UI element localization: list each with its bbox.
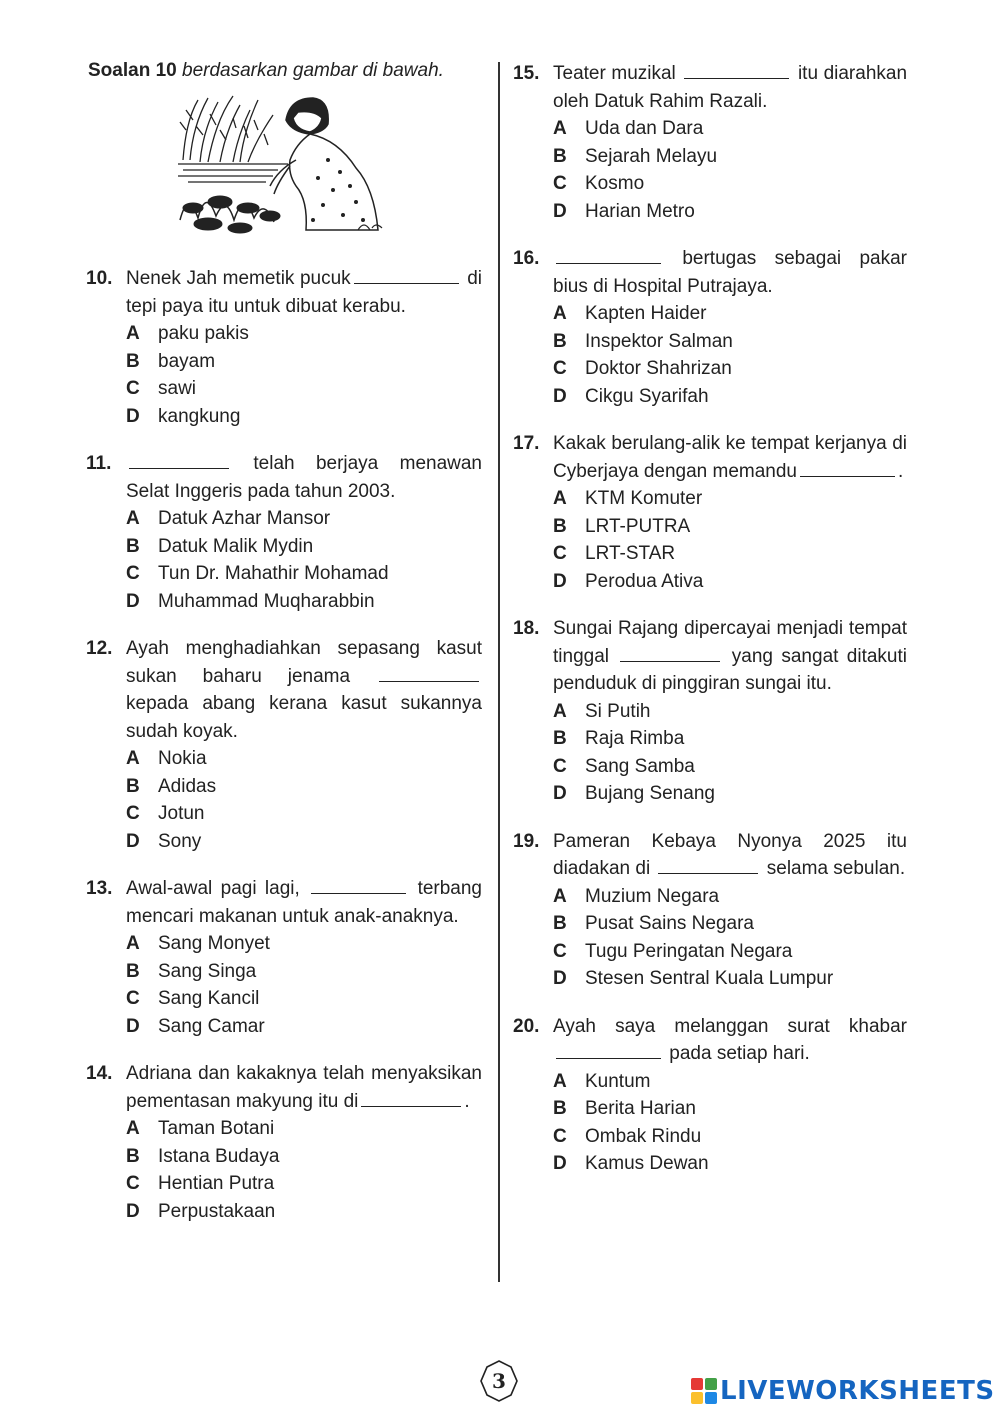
option-letter: D [553, 385, 567, 407]
option-text: Si Putih [585, 700, 651, 722]
answer-blank[interactable] [620, 644, 720, 662]
option-c[interactable] [126, 800, 482, 828]
option-letter: C [126, 988, 140, 1009]
option-text: Datuk Azhar Mansor [158, 508, 331, 529]
option-text: sawi [158, 378, 197, 399]
option-letter: D [126, 830, 140, 852]
option-letter: B [126, 350, 140, 372]
stem-text-after: pada setiap hari. [669, 1043, 810, 1064]
stem-text: Sungai Rajang dipercayai menjadi tempat tinggal [553, 618, 907, 667]
option-c[interactable] [126, 560, 482, 588]
stem-text-after: . [464, 1090, 470, 1112]
option-letter: A [553, 118, 567, 139]
option-letter: C [126, 803, 140, 824]
option-a[interactable] [126, 1115, 482, 1143]
question-number: 18. [513, 618, 540, 639]
option-c[interactable] [553, 753, 907, 781]
question-stem [553, 615, 907, 698]
option-d[interactable] [126, 828, 482, 856]
option-text: Pusat Sains Negara [585, 913, 754, 934]
option-letter: D [553, 968, 567, 989]
option-letter: C [553, 358, 567, 379]
option-a[interactable] [553, 883, 907, 911]
option-a[interactable] [126, 320, 482, 348]
option-letter: A [126, 748, 140, 769]
option-text: bayam [158, 350, 216, 372]
option-letter: B [553, 1098, 567, 1119]
option-letter: A [126, 933, 140, 954]
option-b[interactable] [553, 1095, 907, 1123]
option-d[interactable] [553, 965, 907, 993]
question-10 [86, 265, 482, 430]
option-d[interactable] [553, 1150, 907, 1178]
option-text: paku pakis [158, 323, 249, 344]
option-letter: C [553, 543, 567, 564]
question-stem [126, 875, 482, 930]
question-stem [553, 245, 907, 300]
stem-text: Nenek Jah memetik pucuk [126, 268, 351, 289]
stem-text-after: telah berjaya menawan Selat Inggeris pada tahun 2003. [126, 453, 482, 502]
answer-blank[interactable] [658, 856, 758, 874]
question-20 [513, 1013, 907, 1178]
option-text: Nokia [158, 748, 207, 769]
option-letter: A [126, 1118, 140, 1139]
question-number: 11. [86, 453, 112, 474]
option-a[interactable] [126, 930, 482, 958]
stem-text-after: yang sangat ditakuti penduduk di pinggiran sungai itu. [553, 645, 907, 694]
intro-label: Soalan 10 [88, 60, 177, 81]
option-text: Datuk Malik Mydin [158, 535, 314, 557]
option-d[interactable] [553, 383, 907, 411]
option-c[interactable] [126, 1170, 482, 1198]
option-text: Adidas [158, 775, 217, 797]
option-text: Kuntum [585, 1070, 651, 1092]
question-16 [513, 245, 907, 410]
stem-text: Pameran Kebaya Nyonya 2025 itu diadakan di [553, 830, 907, 879]
option-text: Sony [158, 830, 202, 852]
option-letter: B [553, 913, 567, 934]
option-text: Uda dan Dara [585, 118, 704, 139]
option-letter: D [126, 590, 140, 612]
option-c[interactable] [553, 170, 907, 198]
stem-text: Awal-awal pagi lagi, [126, 878, 300, 899]
option-letter: A [553, 1070, 567, 1092]
option-c[interactable] [126, 985, 482, 1013]
option-letter: B [126, 960, 140, 982]
option-text: KTM Komuter [585, 488, 703, 509]
option-text: Ombak Rindu [585, 1125, 702, 1147]
intro-text: berdasarkan gambar di bawah. [182, 60, 444, 81]
option-a[interactable] [126, 505, 482, 533]
question-14 [86, 1060, 482, 1225]
question-12 [86, 635, 482, 855]
left-column [86, 60, 482, 1245]
option-b[interactable] [553, 910, 907, 938]
stem-text-after: di tepi paya itu untuk dibuat kerabu. [126, 268, 482, 317]
option-text: Bujang Senang [585, 783, 715, 804]
stem-text-after: terbang mencari makanan untuk anak-anaknya. [126, 878, 483, 927]
option-text: kangkung [158, 405, 241, 427]
question-number: 10. [86, 268, 113, 289]
option-text: Stesen Sentral Kuala Lumpur [585, 968, 834, 989]
option-d[interactable] [553, 780, 907, 808]
figure-intro [88, 60, 482, 82]
option-d[interactable] [126, 1198, 482, 1226]
option-letter: D [126, 1200, 140, 1222]
option-letter: A [126, 508, 140, 529]
option-text: Cikgu Syarifah [585, 385, 709, 407]
option-b[interactable] [553, 328, 907, 356]
question-stem [126, 1060, 482, 1115]
option-a[interactable] [553, 698, 907, 726]
option-letter: A [553, 885, 567, 907]
stem-text-after: . [898, 460, 904, 482]
option-a[interactable] [553, 485, 907, 513]
question-stem [553, 430, 907, 485]
option-text: Sang Singa [158, 960, 257, 982]
option-b[interactable] [126, 1143, 482, 1171]
question-stem [126, 450, 482, 505]
option-c[interactable] [126, 375, 482, 403]
option-text: Tugu Peringatan Negara [585, 940, 793, 962]
option-letter: C [553, 1125, 567, 1147]
stem-text: Ayah menghadiahkan sepasang kasut sukan baharu jenama [126, 638, 482, 687]
question-stem [553, 828, 907, 883]
option-a[interactable] [553, 1068, 907, 1096]
option-text: Sang Kancil [158, 988, 260, 1009]
option-d[interactable] [126, 1013, 482, 1041]
option-letter: D [553, 783, 567, 804]
answer-blank[interactable] [311, 876, 406, 894]
right-column [513, 60, 907, 1198]
option-a[interactable] [126, 745, 482, 773]
option-b[interactable] [126, 773, 482, 801]
option-letter: C [126, 563, 140, 584]
stem-text-after: selama sebulan. [766, 858, 906, 879]
option-text: Muzium Negara [585, 885, 720, 907]
option-d[interactable] [553, 568, 907, 596]
question-stem [553, 1013, 907, 1068]
question-17 [513, 430, 907, 595]
liveworksheets-logo-icon [690, 1377, 718, 1405]
option-text: Muhammad Muqharabbin [158, 590, 375, 612]
option-text: Perpustakaan [158, 1200, 276, 1222]
answer-blank[interactable] [379, 664, 479, 682]
option-text: Kamus Dewan [585, 1153, 709, 1174]
question-stem [553, 60, 907, 115]
page-number-text: 3 [492, 1369, 506, 1393]
question-number: 17. [513, 433, 540, 454]
question-stem [126, 265, 482, 320]
option-d[interactable] [553, 198, 907, 226]
option-letter: C [126, 378, 140, 399]
option-text: Doktor Shahrizan [585, 358, 732, 379]
option-letter: D [553, 1153, 567, 1174]
option-letter: A [126, 323, 140, 344]
option-text: LRT-STAR [585, 543, 676, 564]
option-d[interactable] [126, 588, 482, 616]
option-text: Raja Rimba [585, 728, 685, 749]
option-b[interactable] [126, 533, 482, 561]
answer-blank[interactable] [800, 459, 895, 477]
stem-text: Ayah saya melanggan surat khabar [553, 1015, 907, 1037]
question-11 [86, 450, 482, 615]
option-letter: B [126, 1145, 140, 1167]
option-a[interactable] [553, 115, 907, 143]
column-divider [498, 62, 500, 1282]
option-b[interactable] [553, 143, 907, 171]
option-letter: C [553, 173, 567, 194]
option-text: Hentian Putra [158, 1173, 275, 1194]
option-c[interactable] [553, 1123, 907, 1151]
brand-text: LIVEWORKSHEETS [720, 1376, 995, 1406]
liveworksheets-brand [690, 1376, 995, 1406]
question-18 [513, 615, 907, 808]
option-text: Perodua Ativa [585, 570, 704, 592]
question-13 [86, 875, 482, 1040]
option-text: Sejarah Melayu [585, 145, 718, 167]
option-letter: D [126, 1015, 140, 1037]
option-text: Kosmo [585, 173, 645, 194]
option-text: Istana Budaya [158, 1145, 280, 1167]
option-letter: B [126, 775, 140, 797]
stem-text-after: bertugas sebagai pakar bius di Hospital Putrajaya. [553, 248, 907, 297]
question-number: 12. [86, 638, 113, 659]
woman-picking-plants-illustration [178, 90, 388, 240]
option-text: Kapten Haider [585, 303, 707, 324]
option-text: Tun Dr. Mahathir Mohamad [158, 563, 389, 584]
option-letter: B [553, 145, 567, 167]
option-text: Sang Camar [158, 1015, 265, 1037]
option-c[interactable] [553, 938, 907, 966]
stem-text: Teater muzikal [553, 63, 676, 84]
option-letter: D [126, 405, 140, 427]
option-letter: C [553, 755, 567, 777]
answer-blank[interactable] [684, 61, 789, 79]
option-text: LRT-PUTRA [585, 515, 691, 537]
answer-blank[interactable] [556, 246, 661, 264]
option-letter: D [553, 200, 567, 222]
stem-text: Kakak berulang-alik ke tempat kerjanya di Cyberjaya dengan memandu [553, 433, 907, 482]
option-b[interactable] [126, 348, 482, 376]
option-c[interactable] [553, 355, 907, 383]
option-text: Sang Samba [585, 755, 695, 777]
option-text: Berita Harian [585, 1098, 696, 1119]
option-letter: C [553, 940, 567, 962]
option-text: Harian Metro [585, 200, 695, 222]
answer-blank[interactable] [354, 266, 459, 284]
stem-text-after: itu diarahkan oleh Datuk Rahim Razali. [553, 63, 908, 112]
option-text: Sang Monyet [158, 933, 270, 954]
option-letter: B [553, 515, 567, 537]
question-number: 16. [513, 248, 540, 269]
stem-text: Adriana dan kakaknya telah menyaksikan pementasan makyung itu di [126, 1063, 482, 1112]
page-number [476, 1358, 522, 1404]
option-letter: C [126, 1173, 140, 1194]
question-number: 14. [86, 1063, 113, 1084]
option-letter: A [553, 488, 567, 509]
option-b[interactable] [126, 958, 482, 986]
answer-blank[interactable] [361, 1089, 461, 1107]
option-letter: A [553, 303, 567, 324]
question-number: 20. [513, 1015, 540, 1037]
option-text: Taman Botani [158, 1118, 275, 1139]
question-19 [513, 828, 907, 993]
option-letter: B [553, 728, 567, 749]
option-b[interactable] [553, 725, 907, 753]
answer-blank[interactable] [556, 1041, 661, 1059]
question-number: 19. [513, 830, 540, 852]
option-letter: A [553, 700, 567, 722]
option-letter: B [553, 330, 567, 352]
option-a[interactable] [553, 300, 907, 328]
question-15 [513, 60, 907, 225]
question-number: 15. [513, 63, 540, 84]
option-b[interactable] [553, 513, 907, 541]
option-text: Jotun [158, 803, 205, 824]
option-letter: D [553, 570, 567, 592]
stem-text-after: kepada abang kerana kasut sukannya sudah koyak. [126, 693, 482, 742]
option-d[interactable] [126, 403, 482, 431]
option-c[interactable] [553, 540, 907, 568]
answer-blank[interactable] [129, 451, 229, 469]
question-number: 13. [86, 878, 113, 899]
option-letter: B [126, 535, 140, 557]
option-text: Inspektor Salman [585, 330, 733, 352]
question-stem [126, 635, 482, 745]
